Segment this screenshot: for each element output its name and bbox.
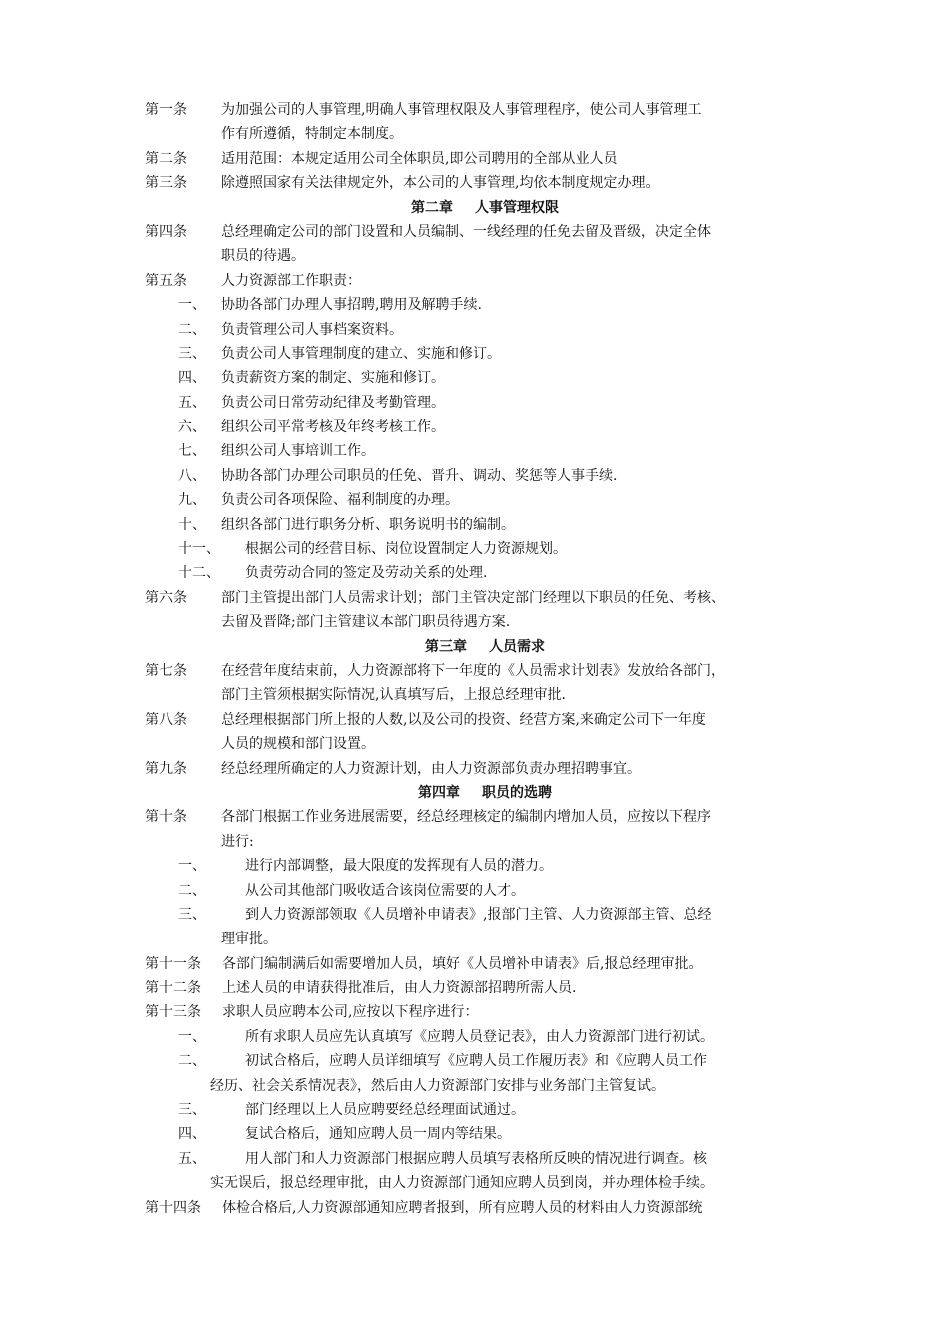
article-line — [145, 220, 825, 244]
article-line — [145, 269, 825, 293]
chapter-heading — [145, 781, 825, 805]
article-line — [145, 1049, 825, 1073]
article-line — [145, 976, 825, 1000]
clause-text: 负责公司日常劳动纪律及考勤管理。 — [221, 394, 445, 411]
article-number: 第八条 — [145, 711, 187, 728]
continuation-line — [145, 610, 825, 634]
item-number: 五、 — [178, 1150, 206, 1167]
clause-text: 作有所遵循，特制定本制度。 — [221, 126, 403, 143]
clause-text: 各部门根据工作业务进展需要，经总经理核定的编制内增加人员，应按以下程序 — [221, 809, 711, 826]
article-line — [145, 1025, 825, 1049]
article-number: 第十四条 — [145, 1199, 201, 1216]
clause-text: 体检合格后,人力资源部通知应聘者报到，所有应聘人员的材料由人力资源部统 — [222, 1199, 703, 1216]
article-line — [145, 854, 825, 878]
article-line — [145, 1147, 825, 1171]
clause-text: 负责薪资方案的制定、实施和修订。 — [221, 370, 445, 387]
article-line — [145, 1196, 825, 1220]
article-number: 第十条 — [145, 809, 187, 826]
article-line — [145, 586, 825, 610]
clause-text: 根据公司的经营目标、岗位设置制定人力资源规划。 — [245, 541, 567, 558]
clause-text: 职员的待遇。 — [221, 248, 305, 265]
chapter-number: 第二章 — [411, 199, 453, 216]
chapter-number: 第四章 — [418, 784, 460, 801]
article-line — [145, 147, 825, 171]
clause-text: 协助各部门办理公司职员的任免、晋升、调动、奖惩等人事手续. — [221, 467, 618, 484]
article-number: 第十一条 — [145, 955, 201, 972]
item-number: 三、 — [178, 906, 206, 923]
clause-text: 从公司其他部门吸收适合该岗位需要的人才。 — [245, 882, 525, 899]
continuation-line — [145, 830, 825, 854]
clause-text: 求职人员应聘本公司,应按以下程序进行： — [222, 1004, 479, 1021]
article-line — [145, 659, 825, 683]
article-number: 第十二条 — [145, 980, 201, 997]
article-line — [145, 1122, 825, 1146]
article-line — [145, 537, 825, 561]
article-line — [145, 1098, 825, 1122]
clause-text: 复试合格后，通知应聘人员一周内等结果。 — [245, 1126, 511, 1143]
clause-text: 组织公司人事培训工作。 — [221, 443, 375, 460]
continuation-line — [145, 927, 825, 951]
chapter-number: 第三章 — [425, 638, 467, 655]
clause-text: 进行: — [221, 833, 254, 850]
clause-text: 负责公司各项保险、福利制度的办理。 — [221, 492, 459, 509]
clause-text: 理审批。 — [221, 931, 277, 948]
item-number: 三、 — [178, 345, 206, 362]
article-line — [145, 952, 825, 976]
article-line — [145, 415, 825, 439]
clause-text: 经历、社会关系情况表》，然后由人力资源部门安排与业务部门主管复试。 — [210, 1077, 665, 1094]
article-line — [145, 805, 825, 829]
chapter-heading — [145, 635, 825, 659]
clause-text: 所有求职人员应先认真填写《应聘人员登记表》，由人力资源部门进行初试。 — [245, 1028, 714, 1045]
clause-text: 到人力资源部领取《人员增补申请表》,报部门主管、人力资源部主管、总经 — [245, 906, 712, 923]
clause-text: 人员的规模和部门设置。 — [221, 736, 375, 753]
clause-text: 组织公司平常考核及年终考核工作。 — [221, 419, 445, 436]
article-number: 第一条 — [145, 102, 187, 118]
continuation-line — [145, 732, 825, 756]
article-line — [145, 98, 825, 122]
clause-text: 部门经理以上人员应聘要经总经理面试通过。 — [245, 1102, 525, 1119]
clause-text: 协助各部门办理人事招聘,聘用及解聘手续. — [221, 297, 482, 314]
continuation-line — [145, 244, 825, 268]
chapter-title: 职员的选聘 — [482, 784, 552, 801]
article-line — [145, 293, 825, 317]
continuation-line — [145, 683, 825, 707]
clause-text: 人力资源部工作职责： — [221, 272, 361, 289]
article-number: 第十三条 — [145, 1004, 201, 1021]
item-number: 一、 — [178, 297, 206, 314]
article-line — [145, 513, 825, 537]
item-number: 一、 — [178, 858, 206, 875]
article-line — [145, 561, 825, 585]
clause-text: 在经营年度结束前，人力资源部将下一年度的《人员需求计划表》发放给各部门， — [221, 662, 725, 679]
article-number: 第六条 — [145, 589, 187, 606]
clause-text: 适用范围：本规定适用公司全体职员,即公司聘用的全部从业人员 — [221, 150, 618, 167]
clause-text: 负责管理公司人事档案资料。 — [221, 321, 403, 338]
clause-text: 上述人员的申请获得批准后，由人力资源部招聘所需人员. — [222, 980, 577, 997]
article-number: 第三条 — [145, 175, 187, 192]
clause-text: 部门主管提出部门人员需求计划；部门主管决定部门经理以下职员的任免、考核、 — [221, 589, 725, 606]
continuation-line — [145, 1171, 825, 1195]
item-number: 二、 — [178, 1053, 206, 1070]
item-number: 五、 — [178, 394, 206, 411]
article-line — [145, 708, 825, 732]
clause-text: 为加强公司的人事管理,明确人事管理权限及人事管理程序，使公司人事管理工 — [221, 102, 702, 118]
article-line — [145, 488, 825, 512]
item-number: 十一、 — [178, 541, 220, 558]
article-line — [145, 464, 825, 488]
item-number: 二、 — [178, 882, 206, 899]
chapter-title: 人事管理权限 — [475, 199, 559, 216]
article-number: 第五条 — [145, 272, 187, 289]
item-number: 二、 — [178, 321, 206, 338]
article-line — [145, 342, 825, 366]
article-number: 第九条 — [145, 760, 187, 777]
article-number: 第四条 — [145, 223, 187, 240]
article-line — [145, 903, 825, 927]
clause-text: 经总经理所确定的人力资源计划，由人力资源部负责办理招聘事宜。 — [221, 760, 641, 777]
clause-text: 各部门编制满后如需要增加人员，填好《人员增补申请表》后,报总经理审批。 — [222, 955, 703, 972]
clause-text: 组织各部门进行职务分析、职务说明书的编制。 — [221, 516, 515, 533]
item-number: 四、 — [178, 370, 206, 387]
article-line — [145, 318, 825, 342]
document-page — [145, 98, 825, 1220]
clause-text: 总经理根据部门所上报的人数,以及公司的投资、经营方案,来确定公司下一年度 — [221, 711, 706, 728]
continuation-line — [145, 1074, 825, 1098]
item-number: 七、 — [178, 443, 206, 460]
article-number: 第二条 — [145, 150, 187, 167]
clause-text: 除遵照国家有关法律规定外，本公司的人事管理,均依本制度规定办理。 — [221, 175, 660, 192]
article-line — [145, 439, 825, 463]
article-line — [145, 391, 825, 415]
clause-text: 部门主管须根据实际情况,认真填写后，上报总经理审批. — [221, 687, 566, 704]
item-number: 九、 — [178, 492, 206, 509]
chapter-heading — [145, 196, 825, 220]
item-number: 三、 — [178, 1102, 206, 1119]
clause-text: 用人部门和人力资源部门根据应聘人员填写表格所反映的情况进行调查。核 — [245, 1150, 707, 1167]
article-line — [145, 757, 825, 781]
clause-text: 实无误后，报总经理审批，由人力资源部门通知应聘人员到岗，并办理体检手续。 — [210, 1175, 714, 1192]
item-number: 六、 — [178, 419, 206, 436]
clause-text: 去留及晋降;部门主管建议本部门职员待遇方案. — [221, 614, 511, 631]
item-number: 八、 — [178, 467, 206, 484]
item-number: 一、 — [178, 1028, 206, 1045]
continuation-line — [145, 122, 825, 146]
article-line — [145, 879, 825, 903]
clause-text: 负责公司人事管理制度的建立、实施和修订。 — [221, 345, 501, 362]
item-number: 十、 — [178, 516, 206, 533]
article-line — [145, 366, 825, 390]
clause-text: 进行内部调整，最大限度的发挥现有人员的潜力。 — [245, 858, 553, 875]
clause-text: 初试合格后，应聘人员详细填写《应聘人员工作履历表》和《应聘人员工作 — [245, 1053, 707, 1070]
clause-text: 总经理确定公司的部门设置和人员编制、一线经理的任免去留及晋级，决定全体 — [221, 223, 711, 240]
chapter-title: 人员需求 — [489, 638, 545, 655]
clause-text: 负责劳动合同的签定及劳动关系的处理. — [245, 565, 488, 582]
article-number: 第七条 — [145, 662, 187, 679]
item-number: 十二、 — [178, 565, 220, 582]
article-line — [145, 171, 825, 195]
article-line — [145, 1000, 825, 1024]
item-number: 四、 — [178, 1126, 206, 1143]
